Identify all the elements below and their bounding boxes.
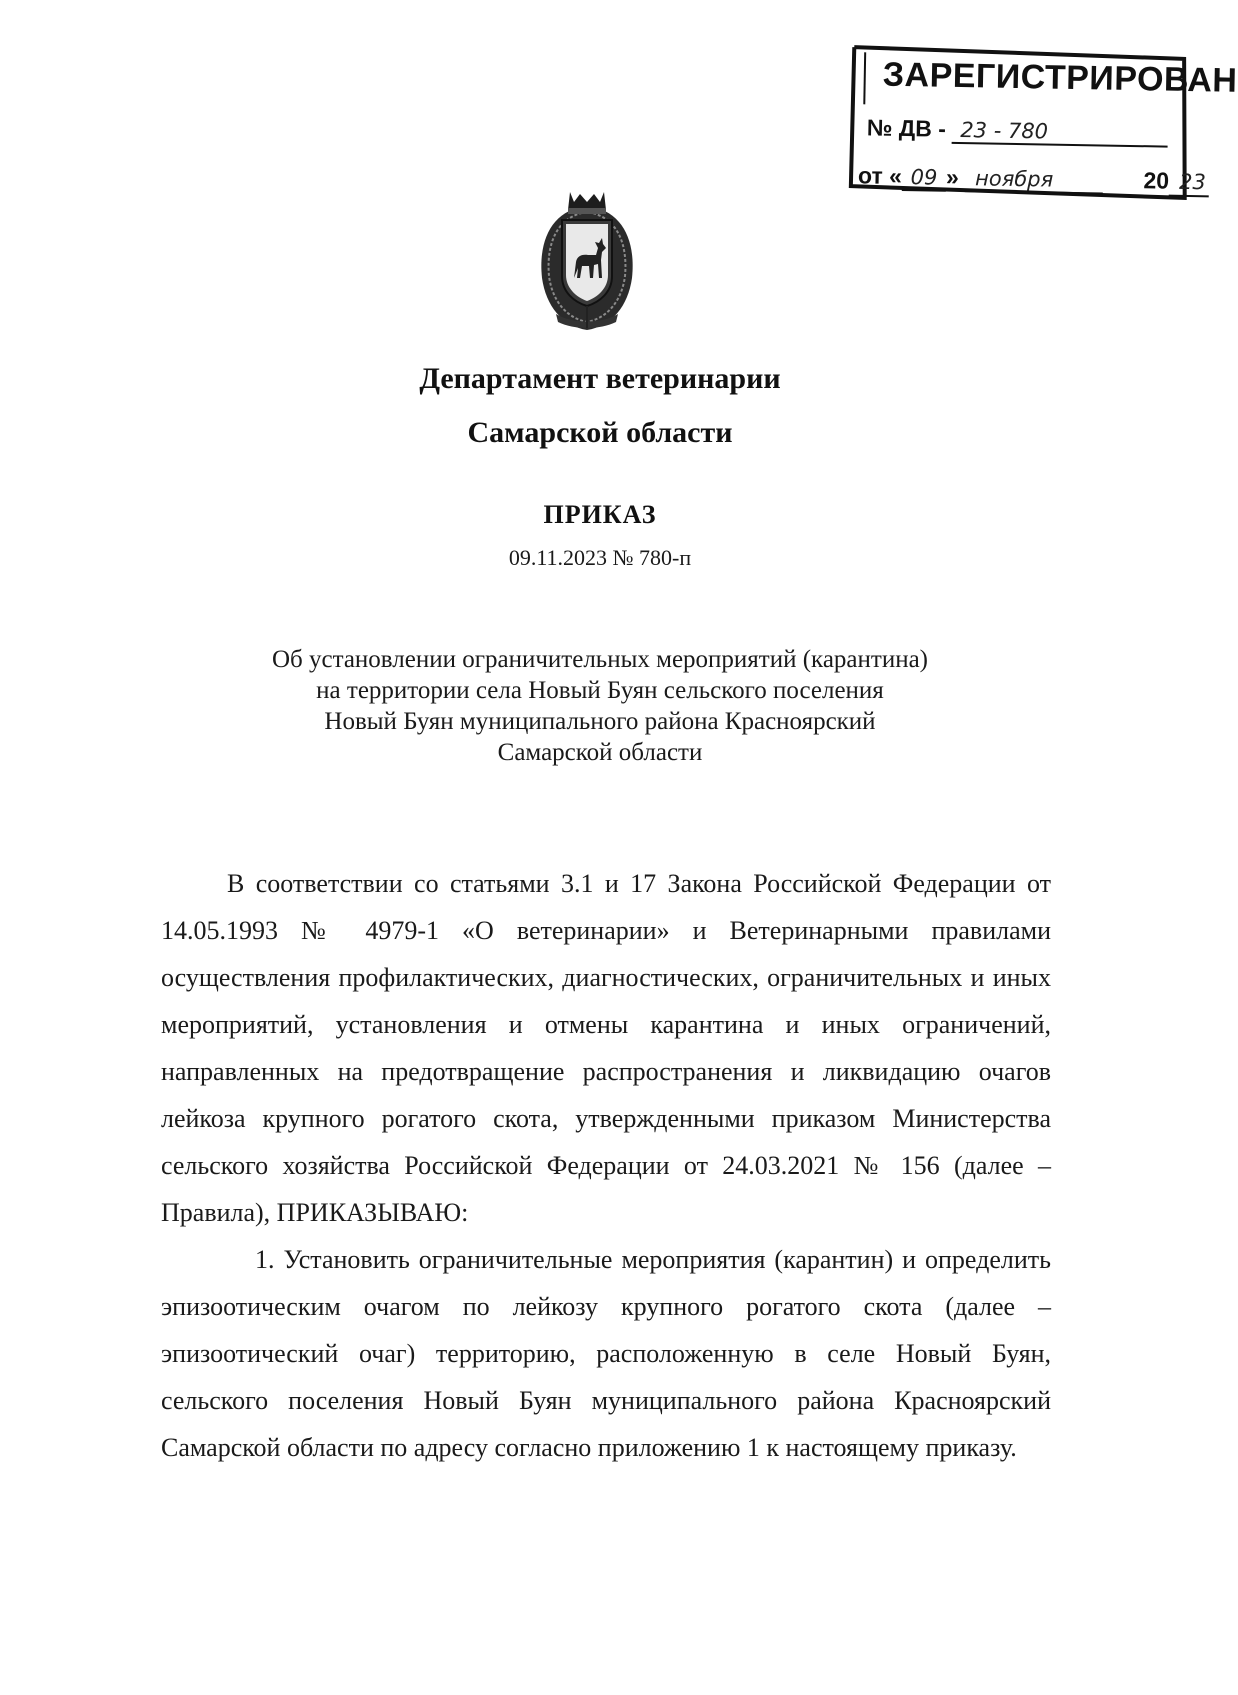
stamp-number-label: № ДВ -: [866, 114, 947, 142]
stamp-date-row: [858, 162, 1210, 197]
preamble-paragraph: В соответствии со статьями 3.1 и 17 Закона Российской Федерации от 14.05.1993 № 4979-1 «О ветеринарии» и Ветеринарными правилами осуществления профилактических, диагностических, ограничительных и иных мероприятий, установления и отмены карантина и иных ограничений, направленных на предотвращение распространения и ликвидацию очагов лейкоза крупного рогатого скота, утвержденными приказом Министерства сельского хозяйства Российской Федерации от 24.03.2021 № 156 (далее – Правила), ПРИКАЗЫВАЮ:: [161, 869, 1051, 1227]
stamp-date-month: ноября: [965, 166, 1103, 194]
samara-coat-of-arms-icon: [532, 188, 642, 333]
subject-line: Об установлении ограничительных мероприятий (карантина): [271, 646, 929, 673]
order-date-number: 09.11.2023 № 780-п: [508, 545, 692, 570]
subject-line: на территории села Новый Буян сельского поселения: [316, 677, 884, 704]
department-name-line2: Самарской области: [467, 416, 733, 449]
subject-line: Самарской области: [497, 739, 703, 766]
subject-line: Новый Буян муниципального района Красноярский: [324, 708, 876, 735]
stamp-number-row: [867, 114, 1169, 147]
order-subject: [200, 644, 1000, 768]
stamp-year-suffix: 23: [1178, 169, 1207, 195]
stamp-number-value: 23 - 780: [952, 118, 1168, 148]
stamp-title: ЗАРЕГИСТРИРОВАН: [882, 55, 1238, 100]
stamp-date-prefix: от «: [857, 162, 903, 189]
order-item-1: 1. Установить ограничительные мероприятия (карантин) и определить эпизоотическим очагом по лейкозу крупного рогатого скота (далее – эпизоотический очаг) территорию, расположенную в селе Новый Буян, сельского поселения Новый Буян муниципального района Красноярский Самарской области по адресу согласно приложению 1 к настоящему приказу.: [161, 1245, 1051, 1462]
registration-stamp: [848, 44, 1238, 200]
stamp-date-day: 09: [902, 165, 946, 192]
stamp-year-prefix: 20: [1143, 167, 1170, 194]
document-type: ПРИКАЗ: [543, 500, 657, 529]
department-name-line1: Департамент ветеринарии: [419, 362, 781, 395]
stamp-date-mid: »: [945, 163, 959, 190]
